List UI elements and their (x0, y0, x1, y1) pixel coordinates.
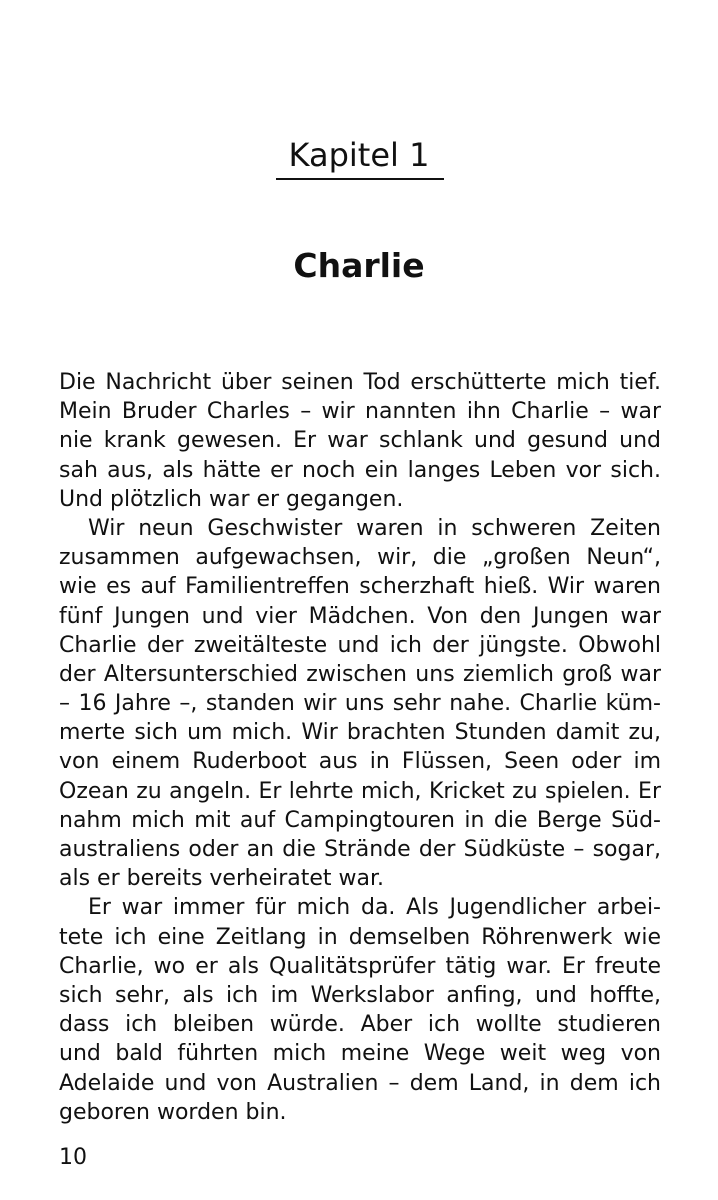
text-line: und bald führten mich meine Wege weit weg von (59, 1041, 661, 1067)
paragraph-3 (59, 893, 661, 1127)
text-line: sah aus, als hätte er noch ein langes Leben vor sich. (59, 457, 661, 483)
text-line: zusammen aufgewachsen, wir, die „großen Neun“, (59, 545, 661, 571)
text-line: Er war immer für mich da. Als Jugendlicher arbei- (88, 895, 661, 921)
text-line: Adelaide und von Australien – dem Land, in dem ich (59, 1070, 661, 1096)
text-line: australiens oder an die Strände der Südküste – sogar, (59, 837, 661, 862)
text-line: Ozean zu angeln. Er lehrte mich, Kricket zu spielen. Er (59, 778, 661, 804)
text-line: als er bereits verheiratet war. (59, 866, 385, 892)
text-line: Und plötzlich war er gegangen. (59, 486, 404, 512)
text-line: geboren worden bin. (59, 1099, 287, 1125)
text-line: tete ich eine Zeitlang in demselben Röhrenwerk wie (59, 924, 661, 950)
text-line: Charlie der zweitälteste und ich der jüngste. Obwohl (59, 632, 661, 658)
paragraph-2 (59, 514, 661, 893)
chapter-label: Kapitel 1 (288, 136, 430, 174)
text-line: wie es auf Familientreffen scherzhaft hieß. Wir waren (59, 574, 661, 600)
text-line: – 16 Jahre –, standen wir uns sehr nahe. Charlie küm- (59, 691, 661, 717)
text-line: Charlie, wo er als Qualitätsprüfer tätig war. Er freute (59, 953, 661, 979)
body-text (59, 368, 661, 1127)
paragraph-1 (59, 368, 661, 514)
text-line: nie krank gewesen. Er war schlank und gesund und (59, 428, 661, 454)
text-line: fünf Jungen und vier Mädchen. Von den Jungen war (59, 603, 661, 629)
text-line: Wir neun Geschwister waren in schweren Zeiten (88, 515, 661, 541)
page-number: 10 (59, 1145, 87, 1170)
text-line: der Altersunterschied zwischen uns ziemlich groß war (59, 661, 661, 687)
text-line: von einem Ruderboot aus in Flüssen, Seen oder im (59, 749, 661, 775)
text-line: nahm mich mit auf Campingtouren in die Berge Süd- (59, 807, 661, 833)
text-line: dass ich bleiben würde. Aber ich wollte studieren (59, 1012, 661, 1038)
text-line: sich sehr, als ich im Werkslabor anfing, und hoffte, (59, 982, 661, 1008)
text-line: merte sich um mich. Wir brachten Stunden damit zu, (59, 720, 661, 746)
chapter-divider (276, 178, 444, 180)
chapter-title: Charlie (293, 246, 425, 285)
text-line: Die Nachricht über seinen Tod erschütterte mich tief. (59, 370, 661, 395)
text-line: Mein Bruder Charles – wir nannten ihn Charlie – war (59, 399, 661, 425)
